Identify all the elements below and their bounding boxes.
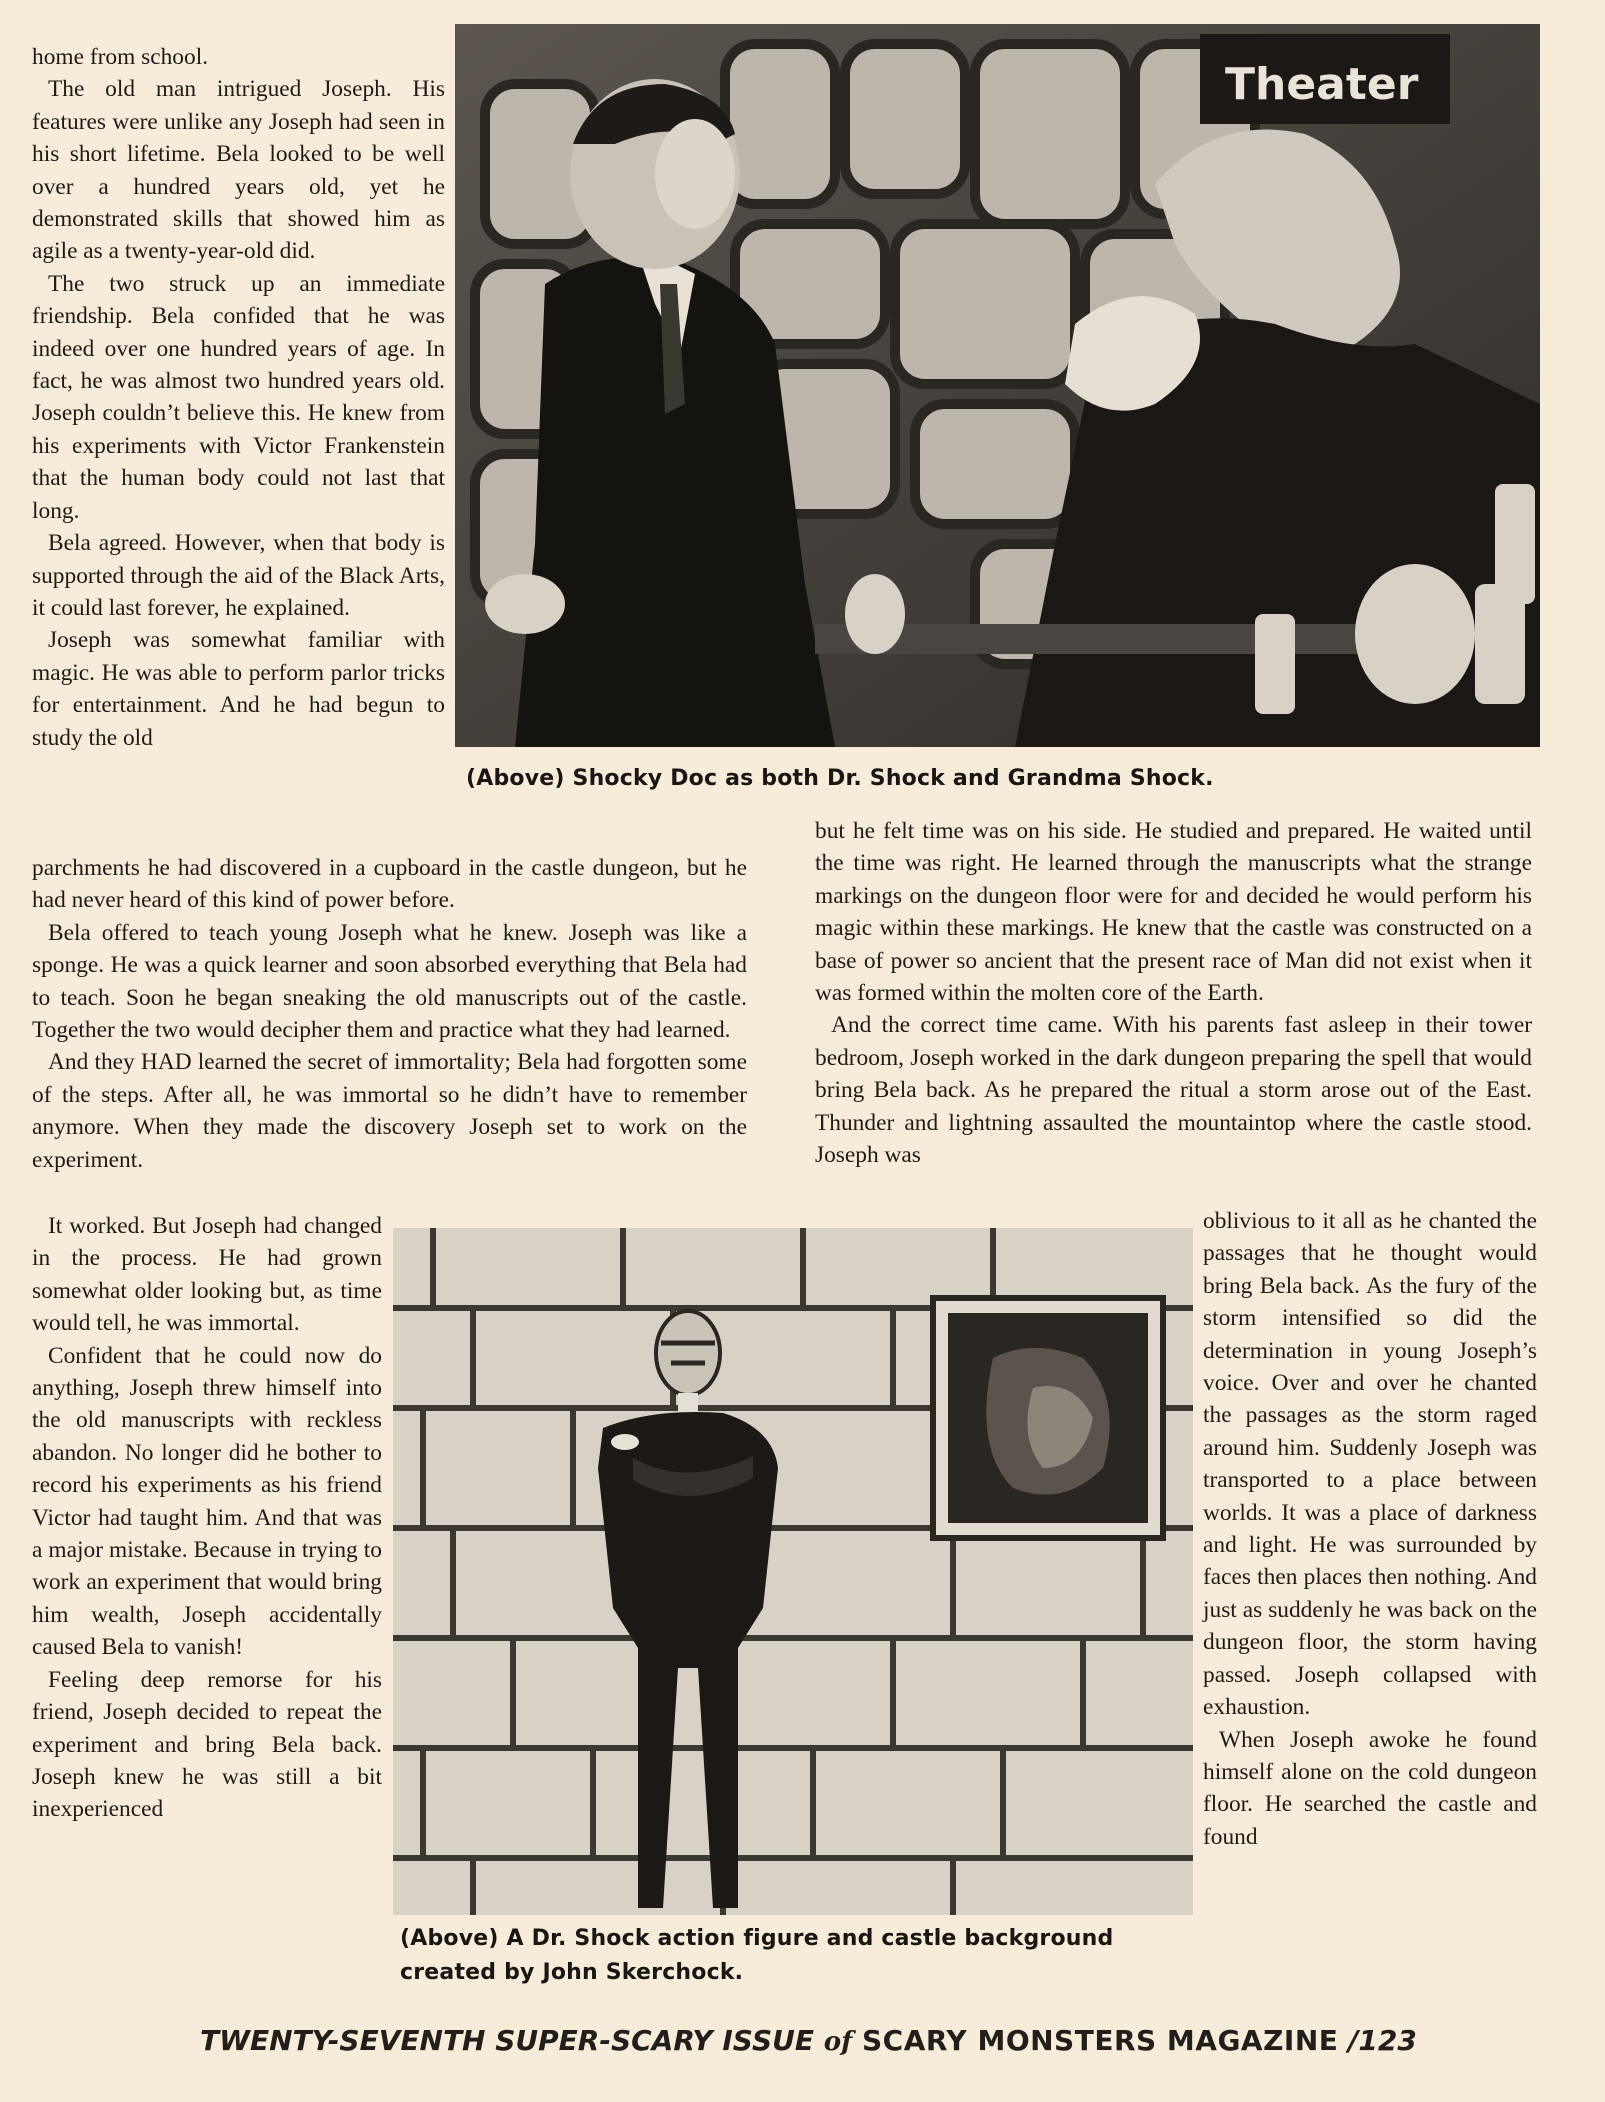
paragraph: Bela agreed. However, when that body is supported through the aid of the Black Arts, it could last forever, he explained. <box>32 530 445 621</box>
footer-issue-text: TWENTY-SEVENTH SUPER-SCARY ISSUE <box>200 2024 824 2057</box>
photo-bottom-image <box>393 1228 1193 1915</box>
caption-top-photo: (Above) Shocky Doc as both Dr. Shock and Grandma Shock. <box>466 766 1214 791</box>
paragraph: Joseph was somewhat familiar with magic. He was able to perform parlor tricks for entertainment. And he had begun to study the old <box>32 627 445 751</box>
footer-of: of <box>823 2027 853 2057</box>
theater-sign-text: Theater <box>1225 59 1419 110</box>
text-column-middle-left <box>32 852 747 1176</box>
paragraph: When Joseph awoke he found himself alone on the cold dungeon floor. He searched the castle and found <box>1203 1726 1537 1850</box>
paragraph: home from school. <box>32 44 209 70</box>
paragraph: Confident that he could now do anything, Joseph threw himself into the old manuscripts with reckless abandon. No longer did he bother to record his experiments as his friend Victor had taught him. And that was a major mistake. Because in trying to work an experiment that would bring him wealth, Joseph accidentally caused Bela to vanish! <box>32 1342 382 1661</box>
paragraph: It worked. But Joseph had changed in the process. He had grown somewhat older looking but, as time would tell, he was immortal. <box>32 1213 382 1337</box>
page-footer <box>200 2024 1417 2057</box>
paragraph: And the correct time came. With his parents fast asleep in their tower bedroom, Joseph worked in the dark dungeon preparing the spell that would bring Bela back. As he prepared the ritual a storm arose out of the East. Thunder and lightning assaulted the mountaintop where the castle stood. Joseph was <box>815 1012 1532 1169</box>
photo-dr-shock-grandma-shock <box>455 24 1540 747</box>
footer-magazine-name: SCARY MONSTERS MAGAZINE <box>862 2024 1339 2057</box>
paragraph: oblivious to it all as he chanted the passages that he thought would bring Bela back. As the fury of the storm intensified so did the determination in young Joseph’s voice. Over and over he chanted the passages as the storm raged around him. Suddenly Joseph was transported to a place between worlds. It was a place of darkness and light. He was surrounded by faces then places then nothing. And just as suddenly he was back on the dungeon floor, the storm having passed. Joseph collapsed with exhaustion. <box>1203 1208 1537 1721</box>
footer-page-number: /123 <box>1338 2024 1417 2057</box>
text-column-bottom-right <box>1203 1205 1537 1853</box>
paragraph: And they HAD learned the secret of immortality; Bela had forgotten some of the steps. After all, he was immortal so he didn’t have to remember anymore. When they made the discovery Joseph set to work on the experiment. <box>32 1049 747 1173</box>
paragraph: The old man intrigued Joseph. His features were unlike any Joseph had seen in his short lifetime. Bela looked to be well over a hundred years old, yet he demonstrated skills that showed him as agile as a twenty-year-old did. <box>32 76 445 265</box>
paragraph: Feeling deep remorse for his friend, Joseph decided to repeat the experiment and bring Bela back. Joseph knew he was still a bit inexperienced <box>32 1666 382 1823</box>
photo-dr-shock-action-figure <box>393 1228 1193 1915</box>
photo-top-image <box>455 24 1540 747</box>
paragraph: The two struck up an immediate friendship. Bela confided that he was indeed over one hundred years of age. In fact, he was almost two hundred years old. Joseph couldn’t believe this. He knew from his experiments with Victor Frankenstein that the human body could not last that long. <box>32 270 445 524</box>
text-column-middle-right <box>815 815 1532 1171</box>
caption-bottom-photo: (Above) A Dr. Shock action figure and castle background created by John Skerchock. <box>400 1926 1114 1985</box>
text-column-top-left <box>32 41 445 754</box>
text-column-bottom-left <box>32 1210 382 1826</box>
paragraph: parchments he had discovered in a cupboard in the castle dungeon, but he had never heard of this kind of power before. <box>32 855 747 914</box>
paragraph: Bela offered to teach young Joseph what he knew. Joseph was like a sponge. He was a quick learner and soon absorbed everything that Bela had to teach. Soon he began sneaking the old manuscripts out of the castle. Together the two would decipher them and practice what they had learned. <box>32 919 747 1044</box>
paragraph: but he felt time was on his side. He studied and prepared. He waited until the time was right. He learned through the manuscripts what the strange markings on the dungeon floor were for and decided he would perform his magic within these markings. He knew that the castle was constructed on a base of power so ancient that the present race of Man did not exist when it was formed within the molten core of the Earth. <box>815 818 1532 1007</box>
